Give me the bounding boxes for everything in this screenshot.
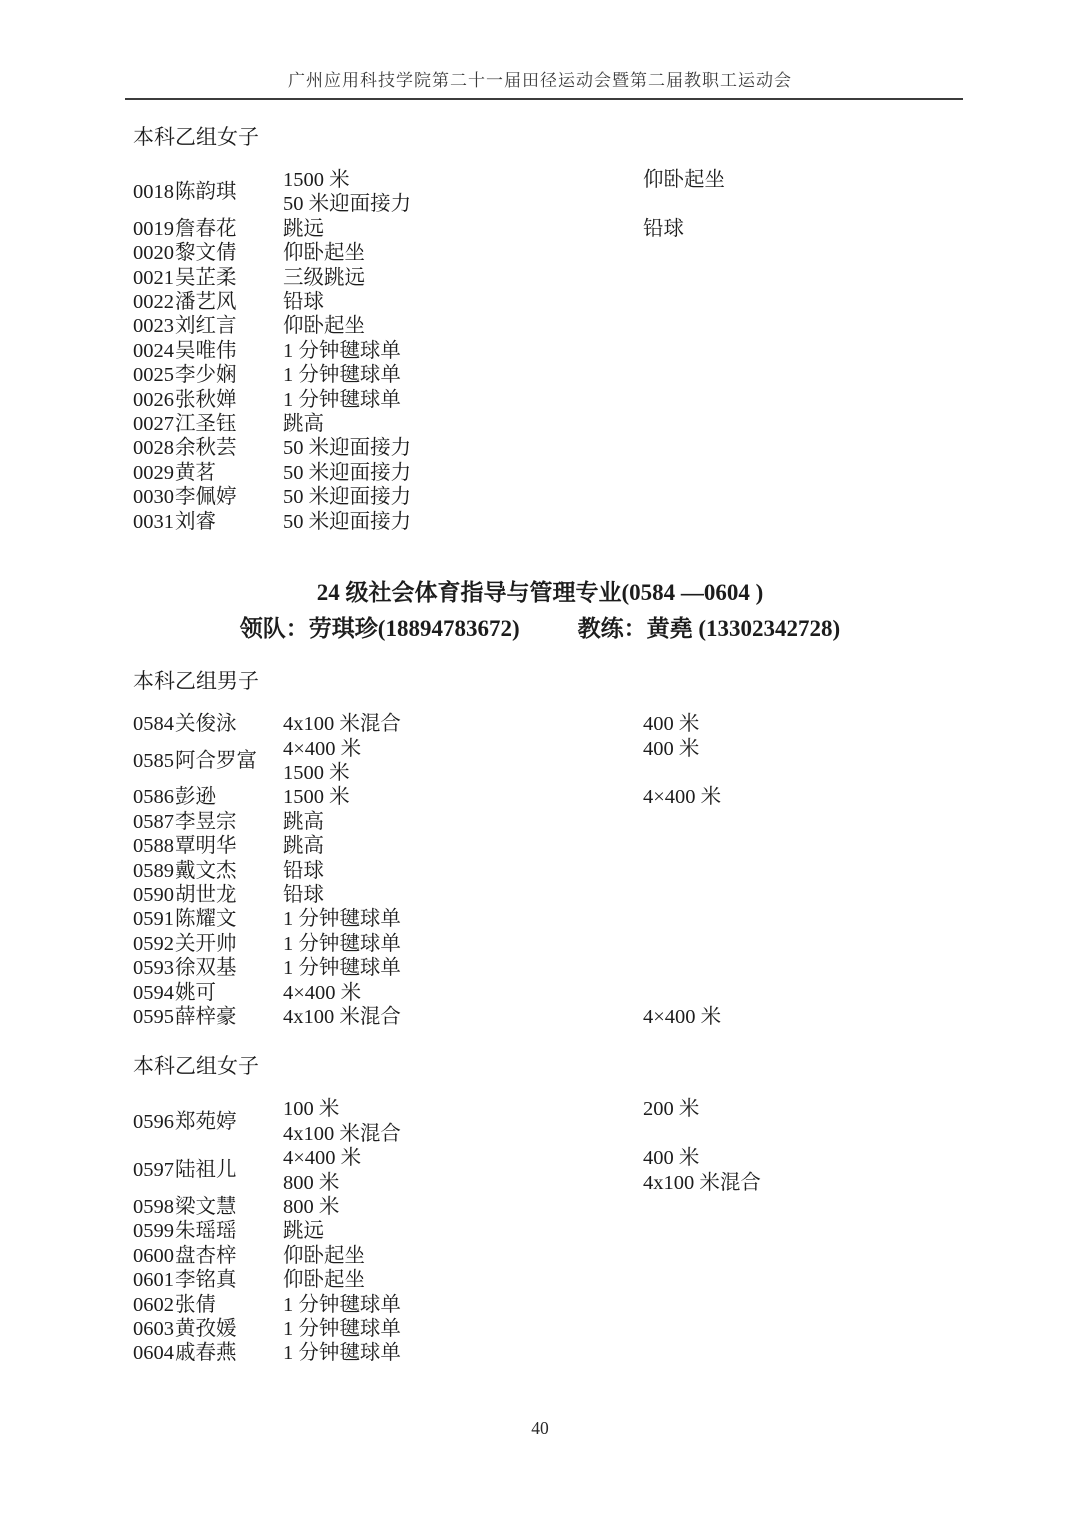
event-list-right bbox=[643, 712, 1080, 736]
section-label-undergrad-b-women-2: 本科乙组女子 bbox=[133, 1054, 259, 1079]
athlete-number: 0026 bbox=[133, 388, 174, 411]
athlete-number: 0027 bbox=[133, 413, 174, 436]
table-row bbox=[133, 217, 1080, 241]
event-label: 仰卧起坐 bbox=[283, 1244, 365, 1267]
athlete-number: 0594 bbox=[133, 981, 174, 1004]
event-label: 50 米迎面接力 bbox=[283, 193, 412, 216]
table-row bbox=[133, 436, 1080, 460]
table-row bbox=[133, 1244, 1080, 1268]
event-list-right bbox=[643, 266, 1080, 290]
event-label: 三级跳远 bbox=[283, 266, 365, 289]
athlete-number: 0589 bbox=[133, 859, 174, 882]
roster-table-women-0018-0031 bbox=[133, 168, 1080, 534]
athlete-number: 0600 bbox=[133, 1244, 174, 1267]
athlete-number: 0028 bbox=[133, 437, 174, 460]
event-list bbox=[283, 1195, 643, 1219]
event-label: 1 分钟毽球单 bbox=[283, 908, 401, 931]
event-list bbox=[283, 485, 643, 509]
athlete-name: 戚春燕 bbox=[175, 1342, 237, 1365]
athlete-name: 刘睿 bbox=[175, 510, 216, 533]
athlete-name: 郑苑婷 bbox=[175, 1110, 237, 1133]
page-number: 40 bbox=[531, 1418, 549, 1438]
event-list-right bbox=[643, 339, 1080, 363]
event-label: 4x100 米混合 bbox=[283, 1005, 401, 1028]
athlete-name: 李佩婷 bbox=[175, 486, 237, 509]
athlete-name: 詹春花 bbox=[175, 217, 237, 240]
event-list-right bbox=[643, 1195, 1080, 1219]
event-list bbox=[283, 1341, 643, 1365]
athlete-number: 0022 bbox=[133, 291, 174, 314]
event-list bbox=[283, 388, 643, 412]
event-label: 1 分钟毽球单 bbox=[283, 388, 401, 411]
table-row bbox=[133, 834, 1080, 858]
event-list-right bbox=[643, 1244, 1080, 1268]
event-list bbox=[283, 1146, 643, 1195]
event-list bbox=[283, 461, 643, 485]
athlete-number: 0019 bbox=[133, 217, 174, 240]
event-label: 1 分钟毽球单 bbox=[283, 957, 401, 980]
event-label: 铅球 bbox=[643, 217, 684, 240]
event-label: 4×400 米 bbox=[643, 1005, 722, 1028]
event-label: 仰卧起坐 bbox=[643, 169, 725, 191]
event-list-right bbox=[643, 1293, 1080, 1317]
athlete-number: 0590 bbox=[133, 883, 174, 906]
athlete-number: 0586 bbox=[133, 786, 174, 809]
athlete-number: 0598 bbox=[133, 1196, 174, 1218]
athlete-number: 0599 bbox=[133, 1220, 174, 1243]
event-label: 1500 米 bbox=[283, 761, 350, 784]
event-list bbox=[283, 266, 643, 290]
athlete-name: 张秋婵 bbox=[175, 388, 237, 411]
athlete-name: 吴芷柔 bbox=[175, 266, 237, 289]
event-list-right bbox=[643, 461, 1080, 485]
event-list bbox=[283, 981, 643, 1005]
event-list bbox=[283, 1097, 643, 1146]
athlete-name: 江圣钰 bbox=[175, 413, 237, 436]
program-leader: 领队：劳琪珍(18894783672) bbox=[239, 616, 520, 642]
event-list bbox=[283, 834, 643, 858]
athlete-number: 0031 bbox=[133, 510, 174, 533]
athlete-name: 张倩 bbox=[175, 1293, 216, 1316]
event-list-right bbox=[643, 412, 1080, 436]
athlete-number: 0585 bbox=[133, 749, 174, 772]
event-list-right bbox=[643, 314, 1080, 338]
event-label: 800 米 bbox=[283, 1196, 340, 1218]
athlete-name: 黄茗 bbox=[175, 461, 216, 484]
section-label-undergrad-b-men: 本科乙组男子 bbox=[133, 669, 259, 694]
table-row bbox=[133, 785, 1080, 809]
table-row bbox=[133, 339, 1080, 363]
event-label: 4×400 米 bbox=[643, 786, 722, 809]
event-label: 200 米 bbox=[643, 1098, 700, 1121]
event-label: 铅球 bbox=[283, 291, 324, 314]
athlete-number: 0592 bbox=[133, 932, 174, 955]
event-list-right bbox=[643, 981, 1080, 1005]
roster-table-women-0596-0604 bbox=[133, 1097, 1080, 1365]
table-row bbox=[133, 883, 1080, 907]
athlete-name: 朱瑶瑶 bbox=[175, 1220, 237, 1243]
event-label: 400 米 bbox=[643, 713, 700, 736]
event-list bbox=[283, 168, 643, 217]
athlete-number: 0596 bbox=[133, 1110, 174, 1133]
athlete-number: 0604 bbox=[133, 1342, 174, 1365]
athlete-number: 0584 bbox=[133, 713, 174, 736]
program-title: 24 级社会体育指导与管理专业(0584 —0604 ) bbox=[316, 580, 764, 606]
event-list-right bbox=[643, 241, 1080, 265]
athlete-number: 0025 bbox=[133, 364, 174, 387]
event-list-right bbox=[643, 737, 1080, 786]
athlete-number: 0024 bbox=[133, 339, 174, 362]
table-row bbox=[133, 1097, 1080, 1146]
event-list-right bbox=[643, 932, 1080, 956]
event-list-right bbox=[643, 810, 1080, 834]
athlete-name: 刘红言 bbox=[175, 315, 237, 338]
event-label: 50 米迎面接力 bbox=[283, 437, 412, 460]
document-header-title: 广州应用科技学院第二十一届田径运动会暨第二届教职工运动会 bbox=[288, 71, 792, 90]
event-list bbox=[283, 956, 643, 980]
event-list-right bbox=[643, 485, 1080, 509]
event-label: 1500 米 bbox=[283, 169, 350, 191]
event-list bbox=[283, 859, 643, 883]
athlete-number: 0023 bbox=[133, 315, 174, 338]
event-list bbox=[283, 290, 643, 314]
athlete-name: 盘杏梓 bbox=[175, 1244, 237, 1267]
event-label: 4×400 米 bbox=[283, 981, 362, 1004]
event-label: 跳远 bbox=[283, 217, 324, 240]
program-coach: 教练：黄堯 (13302342728) bbox=[577, 616, 841, 642]
athlete-name: 李昱宗 bbox=[175, 810, 237, 833]
table-row bbox=[133, 290, 1080, 314]
athlete-number: 0591 bbox=[133, 908, 174, 931]
event-label: 1 分钟毽球单 bbox=[283, 364, 401, 387]
event-list-right bbox=[643, 883, 1080, 907]
athlete-name: 梁文慧 bbox=[175, 1196, 237, 1218]
athlete-number: 0602 bbox=[133, 1293, 174, 1316]
table-row bbox=[133, 932, 1080, 956]
event-list-right bbox=[643, 859, 1080, 883]
athlete-number: 0601 bbox=[133, 1269, 174, 1292]
table-row bbox=[133, 737, 1080, 786]
event-label: 4x100 米混合 bbox=[643, 1171, 761, 1194]
table-row bbox=[133, 907, 1080, 931]
table-row bbox=[133, 1219, 1080, 1243]
event-list bbox=[283, 314, 643, 338]
athlete-name: 陈韵琪 bbox=[175, 181, 237, 204]
event-label: 跳高 bbox=[283, 810, 324, 833]
event-list-right bbox=[643, 1317, 1080, 1341]
event-label: 1 分钟毽球单 bbox=[283, 1342, 401, 1365]
event-label: 50 米迎面接力 bbox=[283, 510, 412, 533]
event-list bbox=[283, 907, 643, 931]
event-label: 400 米 bbox=[643, 737, 700, 760]
event-label: 铅球 bbox=[283, 859, 324, 882]
table-row bbox=[133, 241, 1080, 265]
table-row bbox=[133, 1005, 1080, 1029]
event-list-right bbox=[643, 1341, 1080, 1365]
event-list-right bbox=[643, 956, 1080, 980]
table-row bbox=[133, 363, 1080, 387]
event-list-right bbox=[643, 907, 1080, 931]
table-row bbox=[133, 266, 1080, 290]
athlete-name: 陈耀文 bbox=[175, 908, 237, 931]
athlete-name: 李铭真 bbox=[175, 1269, 237, 1292]
table-row bbox=[133, 314, 1080, 338]
athlete-name: 李少娴 bbox=[175, 364, 237, 387]
table-row bbox=[133, 461, 1080, 485]
event-label: 仰卧起坐 bbox=[283, 242, 365, 265]
table-row bbox=[133, 810, 1080, 834]
event-label: 4×400 米 bbox=[283, 1147, 362, 1170]
event-label: 50 米迎面接力 bbox=[283, 486, 412, 509]
table-row bbox=[133, 510, 1080, 534]
event-list bbox=[283, 1317, 643, 1341]
table-row bbox=[133, 388, 1080, 412]
event-list-right bbox=[643, 510, 1080, 534]
table-row bbox=[133, 1341, 1080, 1365]
event-list bbox=[283, 1244, 643, 1268]
table-row bbox=[133, 859, 1080, 883]
event-list bbox=[283, 785, 643, 809]
table-row bbox=[133, 1195, 1080, 1219]
athlete-name: 戴文杰 bbox=[175, 859, 237, 882]
table-row bbox=[133, 1146, 1080, 1195]
event-label: 800 米 bbox=[283, 1171, 340, 1194]
athlete-number: 0030 bbox=[133, 486, 174, 509]
athlete-name: 陆祖儿 bbox=[175, 1159, 237, 1182]
event-list bbox=[283, 510, 643, 534]
header-rule bbox=[125, 98, 963, 100]
athlete-number: 0018 bbox=[133, 181, 174, 204]
table-row bbox=[133, 168, 1080, 217]
athlete-number: 0029 bbox=[133, 461, 174, 484]
event-list-right bbox=[643, 363, 1080, 387]
event-list bbox=[283, 412, 643, 436]
athlete-name: 彭逊 bbox=[175, 786, 216, 809]
event-label: 1 分钟毽球单 bbox=[283, 339, 401, 362]
event-list-right bbox=[643, 217, 1080, 241]
event-list bbox=[283, 1293, 643, 1317]
event-list-right bbox=[643, 290, 1080, 314]
event-label: 4x100 米混合 bbox=[283, 1122, 401, 1145]
event-list-right bbox=[643, 1268, 1080, 1292]
event-label: 50 米迎面接力 bbox=[283, 461, 412, 484]
athlete-name: 关开帅 bbox=[175, 932, 237, 955]
event-label: 4x100 米混合 bbox=[283, 713, 401, 736]
event-list-right bbox=[643, 436, 1080, 460]
athlete-name: 徐双基 bbox=[175, 957, 237, 980]
event-label: 仰卧起坐 bbox=[283, 1269, 365, 1292]
event-label: 4×400 米 bbox=[283, 737, 362, 760]
section-label-undergrad-b-women: 本科乙组女子 bbox=[133, 125, 259, 149]
event-label: 1 分钟毽球单 bbox=[283, 1318, 401, 1341]
event-list bbox=[283, 436, 643, 460]
athlete-name: 薛梓豪 bbox=[175, 1005, 237, 1028]
event-label: 仰卧起坐 bbox=[283, 315, 365, 338]
event-label: 1500 米 bbox=[283, 786, 350, 809]
table-row bbox=[133, 412, 1080, 436]
athlete-number: 0597 bbox=[133, 1159, 174, 1182]
event-list bbox=[283, 241, 643, 265]
athlete-name: 阿合罗富 bbox=[175, 749, 257, 772]
event-list bbox=[283, 712, 643, 736]
athlete-name: 胡世龙 bbox=[175, 883, 237, 906]
event-label: 400 米 bbox=[643, 1147, 700, 1170]
event-list bbox=[283, 737, 643, 786]
event-label: 跳高 bbox=[283, 835, 324, 858]
event-list bbox=[283, 1005, 643, 1029]
athlete-name: 覃明华 bbox=[175, 835, 237, 858]
table-row bbox=[133, 1268, 1080, 1292]
event-label: 铅球 bbox=[283, 883, 324, 906]
event-label: 跳远 bbox=[283, 1220, 324, 1243]
event-list bbox=[283, 932, 643, 956]
table-row bbox=[133, 981, 1080, 1005]
athlete-name: 吴唯伟 bbox=[175, 339, 237, 362]
event-list-right bbox=[643, 168, 1080, 217]
table-row bbox=[133, 1293, 1080, 1317]
table-row bbox=[133, 956, 1080, 980]
event-list-right bbox=[643, 785, 1080, 809]
athlete-name: 余秋芸 bbox=[175, 437, 237, 460]
event-label: 100 米 bbox=[283, 1098, 340, 1121]
athlete-number: 0603 bbox=[133, 1318, 174, 1341]
event-list-right bbox=[643, 1005, 1080, 1029]
event-label: 1 分钟毽球单 bbox=[283, 932, 401, 955]
athlete-number: 0021 bbox=[133, 266, 174, 289]
event-list bbox=[283, 883, 643, 907]
athlete-number: 0593 bbox=[133, 957, 174, 980]
athlete-number: 0588 bbox=[133, 835, 174, 858]
table-row bbox=[133, 485, 1080, 509]
program-staff-line bbox=[0, 614, 1080, 644]
athlete-name: 关俊泳 bbox=[175, 713, 237, 736]
event-list-right bbox=[643, 1146, 1080, 1195]
event-list bbox=[283, 810, 643, 834]
table-row bbox=[133, 712, 1080, 736]
athlete-number: 0587 bbox=[133, 810, 174, 833]
event-list-right bbox=[643, 834, 1080, 858]
athlete-name: 黄孜媛 bbox=[175, 1318, 237, 1341]
event-label: 跳高 bbox=[283, 413, 324, 436]
athlete-number: 0020 bbox=[133, 242, 174, 265]
athlete-name: 姚可 bbox=[175, 981, 216, 1004]
athlete-name: 潘艺风 bbox=[175, 291, 237, 314]
athlete-name: 黎文倩 bbox=[175, 242, 237, 265]
roster-table-men-0584-0595 bbox=[133, 712, 1080, 1029]
event-list bbox=[283, 363, 643, 387]
event-list-right bbox=[643, 1219, 1080, 1243]
event-list bbox=[283, 217, 643, 241]
event-list-right bbox=[643, 388, 1080, 412]
event-label: 1 分钟毽球单 bbox=[283, 1293, 401, 1316]
event-list bbox=[283, 1268, 643, 1292]
athlete-number: 0595 bbox=[133, 1005, 174, 1028]
event-list-right bbox=[643, 1097, 1080, 1146]
event-list bbox=[283, 339, 643, 363]
event-list bbox=[283, 1219, 643, 1243]
table-row bbox=[133, 1317, 1080, 1341]
